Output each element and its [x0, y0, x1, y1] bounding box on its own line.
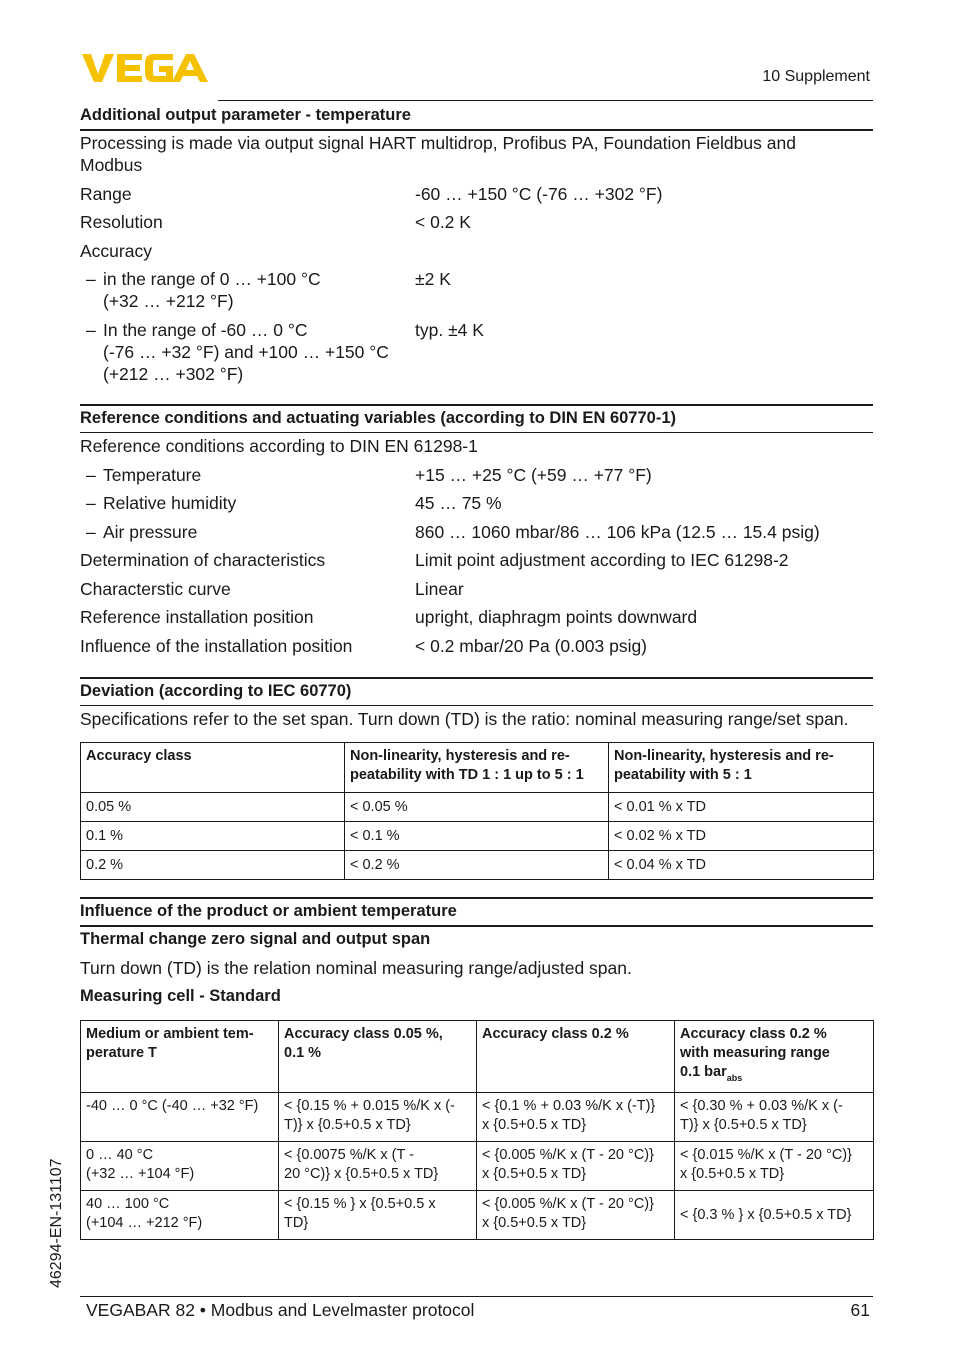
- reference-intro: Reference conditions according to DIN EN 61298-1: [80, 436, 478, 456]
- subsection-title-measuring-cell: Measuring cell - Standard: [80, 987, 281, 1005]
- humidity-label: Relative humidity: [103, 493, 237, 513]
- dash-bullet: –: [86, 522, 96, 542]
- range-label: Range: [80, 184, 132, 204]
- vega-logo: [82, 52, 212, 84]
- determination-value: Limit point adjustment according to IEC 61298-2: [415, 550, 789, 570]
- installation-influence-value: < 0.2 mbar/20 Pa (0.003 psig): [415, 636, 648, 656]
- air-pressure-value: 860 … 1060 mbar/86 … 106 kPa (12.5 … 15.4 psig): [415, 522, 820, 542]
- accuracy-range-1-label: in the range of 0 … +100 °C: [103, 269, 321, 289]
- accuracy-range-1-label: (+32 … +212 °F): [103, 291, 234, 311]
- thermal-intro: Turn down (TD) is the relation nominal measuring range/adjusted span.: [80, 958, 632, 978]
- installation-influence-label: Influence of the installation position: [80, 636, 353, 656]
- table-header-row: [81, 1021, 874, 1093]
- resolution-label: Resolution: [80, 212, 163, 232]
- curve-value: Linear: [415, 579, 464, 599]
- section-title-temperature-influence: Influence of the product or ambient temperature: [80, 902, 457, 920]
- accuracy-range-2-label: (+212 … +302 °F): [103, 364, 244, 384]
- table-header-cell: Accuracy class 0.2 %: [477, 1021, 675, 1093]
- table-cell: < {0.1 % + 0.03 %/K x (-T)} x {0.5+0.5 x TD}: [477, 1093, 675, 1142]
- table-cell: < 0.01 % x TD: [609, 793, 874, 822]
- curve-label: Characterstic curve: [80, 579, 231, 599]
- table-cell: < {0.015 %/K x (T - 20 °C)} x {0.5+0.5 x TD}: [675, 1142, 874, 1191]
- table-cell: 0.1 %: [81, 822, 345, 851]
- deviation-intro: Specifications refer to the set span. Turn down (TD) is the ratio: nominal measuring range/set span.: [80, 709, 849, 729]
- accuracy-label: Accuracy: [80, 241, 152, 261]
- accuracy-range-2-label: (-76 … +32 °F) and +100 … +150 °C: [103, 342, 389, 362]
- table-cell: 40 … 100 °C (+104 … +212 °F): [81, 1191, 279, 1240]
- table-cell: < 0.05 %: [345, 793, 609, 822]
- temperature-label: Temperature: [103, 465, 202, 485]
- intro-text: Processing is made via output signal HART multidrop, Profibus PA, Foundation Fieldbus and: [80, 133, 796, 153]
- table-header-cell: Non-linearity, hysteresis and re- peatability with 5 : 1: [609, 743, 874, 793]
- dash-bullet: –: [86, 465, 96, 485]
- page-number: 61: [850, 1300, 870, 1320]
- determination-label: Determination of characteristics: [80, 550, 326, 570]
- table-row: [81, 1191, 874, 1240]
- thermal-change-table: [80, 1020, 874, 1240]
- table-cell: < {0.30 % + 0.03 %/K x (- T)} x {0.5+0.5 x TD}: [675, 1093, 874, 1142]
- section-rule: [80, 432, 873, 433]
- dash-bullet: –: [86, 269, 96, 289]
- section-title-deviation: Deviation (according to IEC 60770): [80, 682, 352, 700]
- table-header-row: [81, 743, 874, 793]
- section-rule: [80, 677, 873, 679]
- accuracy-range-1-value: ±2 K: [415, 269, 451, 289]
- table-cell: < 0.04 % x TD: [609, 851, 874, 880]
- chapter-label: 10 Supplement: [762, 68, 870, 85]
- temperature-value: +15 … +25 °C (+59 … +77 °F): [415, 465, 652, 485]
- accuracy-range-2-label: In the range of -60 … 0 °C: [103, 320, 308, 340]
- section-rule: [80, 925, 873, 927]
- section-rule: [80, 404, 873, 406]
- section-rule: [80, 129, 873, 131]
- table-cell: 0.05 %: [81, 793, 345, 822]
- footer-product: VEGABAR 82 • Modbus and Levelmaster protocol: [86, 1300, 475, 1320]
- table-cell: < {0.15 % + 0.015 %/K x (- T)} x {0.5+0.5 x TD}: [279, 1093, 477, 1142]
- section-title-output-temperature: Additional output parameter - temperature: [80, 106, 411, 124]
- table-cell: < {0.15 % } x {0.5+0.5 x TD}: [279, 1191, 477, 1240]
- table-cell: < {0.3 % } x {0.5+0.5 x TD}: [675, 1191, 874, 1240]
- humidity-value: 45 … 75 %: [415, 493, 502, 513]
- table-header-cell: Accuracy class: [81, 743, 345, 793]
- dash-bullet: –: [86, 493, 96, 513]
- intro-text: Modbus: [80, 155, 143, 175]
- table-cell: -40 … 0 °C (-40 … +32 °F): [81, 1093, 279, 1142]
- table-row: [81, 793, 874, 822]
- table-row: [81, 1142, 874, 1191]
- installation-position-label: Reference installation position: [80, 607, 314, 627]
- range-value: -60 … +150 °C (-76 … +302 °F): [415, 184, 663, 204]
- table-cell: < 0.2 %: [345, 851, 609, 880]
- section-rule: [80, 705, 873, 706]
- dash-bullet: –: [86, 320, 96, 340]
- table-header-cell: Accuracy class 0.05 %, 0.1 %: [279, 1021, 477, 1093]
- table-header-cell: Non-linearity, hysteresis and re- peatability with TD 1 : 1 up to 5 : 1: [345, 743, 609, 793]
- table-row: [81, 1093, 874, 1142]
- table-cell: < {0.005 %/K x (T - 20 °C)} x {0.5+0.5 x TD}: [477, 1142, 675, 1191]
- table-cell: < {0.005 %/K x (T - 20 °C)} x {0.5+0.5 x TD}: [477, 1191, 675, 1240]
- air-pressure-label: Air pressure: [103, 522, 198, 542]
- table-cell: 0.2 %: [81, 851, 345, 880]
- table-header-cell: Medium or ambient tem- perature T: [81, 1021, 279, 1093]
- table-row: [81, 822, 874, 851]
- header-rule: [218, 100, 873, 101]
- table-cell: < 0.02 % x TD: [609, 822, 874, 851]
- section-rule: [80, 897, 873, 899]
- deviation-table: [80, 742, 874, 880]
- subsection-title-thermal-change: Thermal change zero signal and output span: [80, 930, 431, 948]
- table-row: [81, 851, 874, 880]
- installation-position-value: upright, diaphragm points downward: [415, 607, 698, 627]
- table-cell: 0 … 40 °C (+32 … +104 °F): [81, 1142, 279, 1191]
- table-cell: < 0.1 %: [345, 822, 609, 851]
- accuracy-range-2-value: typ. ±4 K: [415, 320, 484, 340]
- table-cell: < {0.0075 %/K x (T - 20 °C)} x {0.5+0.5 x TD}: [279, 1142, 477, 1191]
- table-header-cell: Accuracy class 0.2 % with measuring range 0.1 bar$_{abs}$: [675, 1021, 874, 1093]
- footer-rule: [80, 1296, 873, 1297]
- section-title-reference-conditions: Reference conditions and actuating variables (according to DIN EN 60770-1): [80, 409, 676, 427]
- resolution-value: < 0.2 K: [415, 212, 471, 232]
- document-id: 46294-EN-131107: [48, 1158, 65, 1288]
